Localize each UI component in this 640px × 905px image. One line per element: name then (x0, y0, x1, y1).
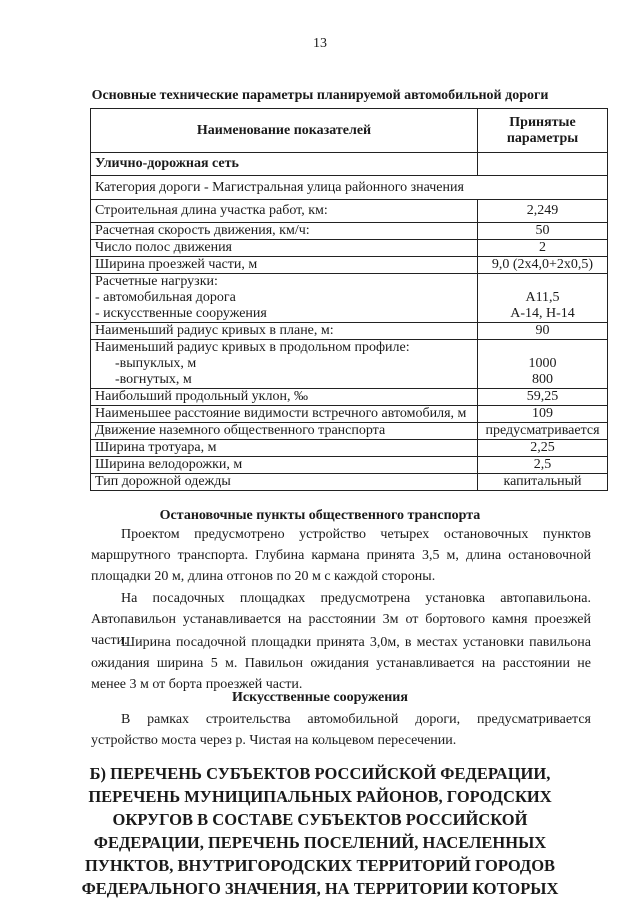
section-empty-cell (478, 153, 608, 176)
loads-value-cell (478, 274, 608, 323)
table-row (91, 423, 608, 440)
profile-radius-value-2: 800 (532, 372, 553, 387)
header-value-cell: Принятые параметры (478, 109, 608, 153)
header-name-cell: Наименование показателей (91, 109, 478, 153)
profile-radius-row (91, 340, 608, 389)
row-name: Наибольший продольный уклон, ‰ (91, 389, 478, 406)
row-value: 2,249 (478, 200, 608, 223)
row-value: 2 (478, 240, 608, 257)
loads-name-cell (91, 274, 478, 323)
profile-radius-value-1: 1000 (528, 356, 557, 371)
table-row (91, 457, 608, 474)
row-name: Тип дорожной одежды (91, 474, 478, 491)
category-row (91, 176, 608, 200)
table-row (91, 474, 608, 491)
row-value: 109 (478, 406, 608, 423)
row-value: 2,25 (478, 440, 608, 457)
loads-value-2: А-14, Н-14 (510, 306, 575, 321)
row-name: Наименьший радиус кривых в плане, м: (91, 323, 478, 340)
structures-heading: Искусственные сооружения (232, 690, 408, 705)
row-value: предусматривается (478, 423, 608, 440)
row-value: 50 (478, 223, 608, 240)
loads-title: Расчетные нагрузки: (95, 274, 218, 289)
table-row (91, 440, 608, 457)
row-value: 59,25 (478, 389, 608, 406)
stops-heading: Остановочные пункты общественного транспорта (159, 508, 481, 523)
parameters-table (90, 108, 608, 491)
loads-line-1: - автомобильная дорога (95, 290, 236, 305)
table-row (91, 257, 608, 274)
row-value: 2,5 (478, 457, 608, 474)
row-name: Ширина проезжей части, м (91, 257, 478, 274)
section-b-heading: Б) ПЕРЕЧЕНЬ СУБЪЕКТОВ РОССИЙСКОЙ ФЕДЕРАЦИИ, ПЕРЕЧЕНЬ МУНИЦИПАЛЬНЫХ РАЙОНОВ, ГОРОДСКИХ ОКРУГОВ В СОСТАВЕ СУБЪЕКТОВ РОССИЙСКОЙ ФЕДЕРАЦИИ, ПЕРЕЧЕНЬ ПОСЕЛЕНИЙ, НАСЕЛЕННЫХ ПУНКТОВ, ВНУТРИГОРОДСКИХ ТЕРРИТОРИЙ ГОРОДОВ ФЕДЕРАЛЬНОГО ЗНАЧЕНИЯ, НА ТЕРРИТОРИИ КОТОРЫХ (81, 764, 559, 898)
loads-value-1: А11,5 (525, 290, 560, 305)
table-title: Основные технические параметры планируемой автомобильной дороги (91, 88, 549, 103)
row-name: Расчетная скорость движения, км/ч: (91, 223, 478, 240)
section-row (91, 153, 608, 176)
profile-radius-title: Наименьший радиус кривых в продольном профиле: (95, 340, 410, 355)
row-name: Наименьшее расстояние видимости встречного автомобиля, м (91, 406, 478, 423)
row-name: Строительная длина участка работ, км: (91, 200, 478, 223)
loads-line-2: - искусственные сооружения (95, 306, 267, 321)
row-value: капитальный (478, 474, 608, 491)
table-row (91, 240, 608, 257)
category-cell: Категория дороги - Магистральная улица районного значения (91, 176, 608, 200)
profile-radius-name-cell (91, 340, 478, 389)
row-name: Число полос движения (91, 240, 478, 257)
profile-radius-line-2: -вогнутых, м (115, 372, 192, 387)
row-value: 9,0 (2х4,0+2х0,5) (478, 257, 608, 274)
stops-paragraph-1: Проектом предусмотрено устройство четырех остановочных пунктов маршрутного транспорта. Глубина кармана принята 3,5 м, длина остановочной площадки 20 м, длина отгонов по 20 м с каждой стороны. (91, 527, 591, 584)
table-row (91, 323, 608, 340)
table-row (91, 223, 608, 240)
stops-paragraph-2: На посадочных площадках предусмотрена установка автопавильона. Автопавильон устанавливается на расстоянии 3м от бортового камня проезжей части. (91, 591, 591, 648)
structures-paragraph: В рамках строительства автомобильной дороги, предусматривается устройство моста через р. Чистая на кольцевом пересечении. (91, 712, 591, 748)
table-row (91, 406, 608, 423)
profile-radius-value-cell (478, 340, 608, 389)
row-name: Движение наземного общественного транспорта (91, 423, 478, 440)
row-value: 90 (478, 323, 608, 340)
stops-paragraph-3: Ширина посадочной площадки принята 3,0м, в местах установки павильона ожидания ширина 5 м. Павильон ожидания устанавливается на расстоянии не менее 3 м от борта проезжей части. (91, 635, 591, 692)
table-row (91, 389, 608, 406)
profile-radius-line-1: -выпуклых, м (115, 356, 197, 371)
table-row (91, 200, 608, 223)
page-number: 13 (313, 36, 327, 51)
row-name: Ширина тротуара, м (91, 440, 478, 457)
table-header-row (91, 109, 608, 153)
row-name: Ширина велодорожки, м (91, 457, 478, 474)
section-title: Улично-дорожная сеть (91, 153, 478, 176)
loads-row (91, 274, 608, 323)
